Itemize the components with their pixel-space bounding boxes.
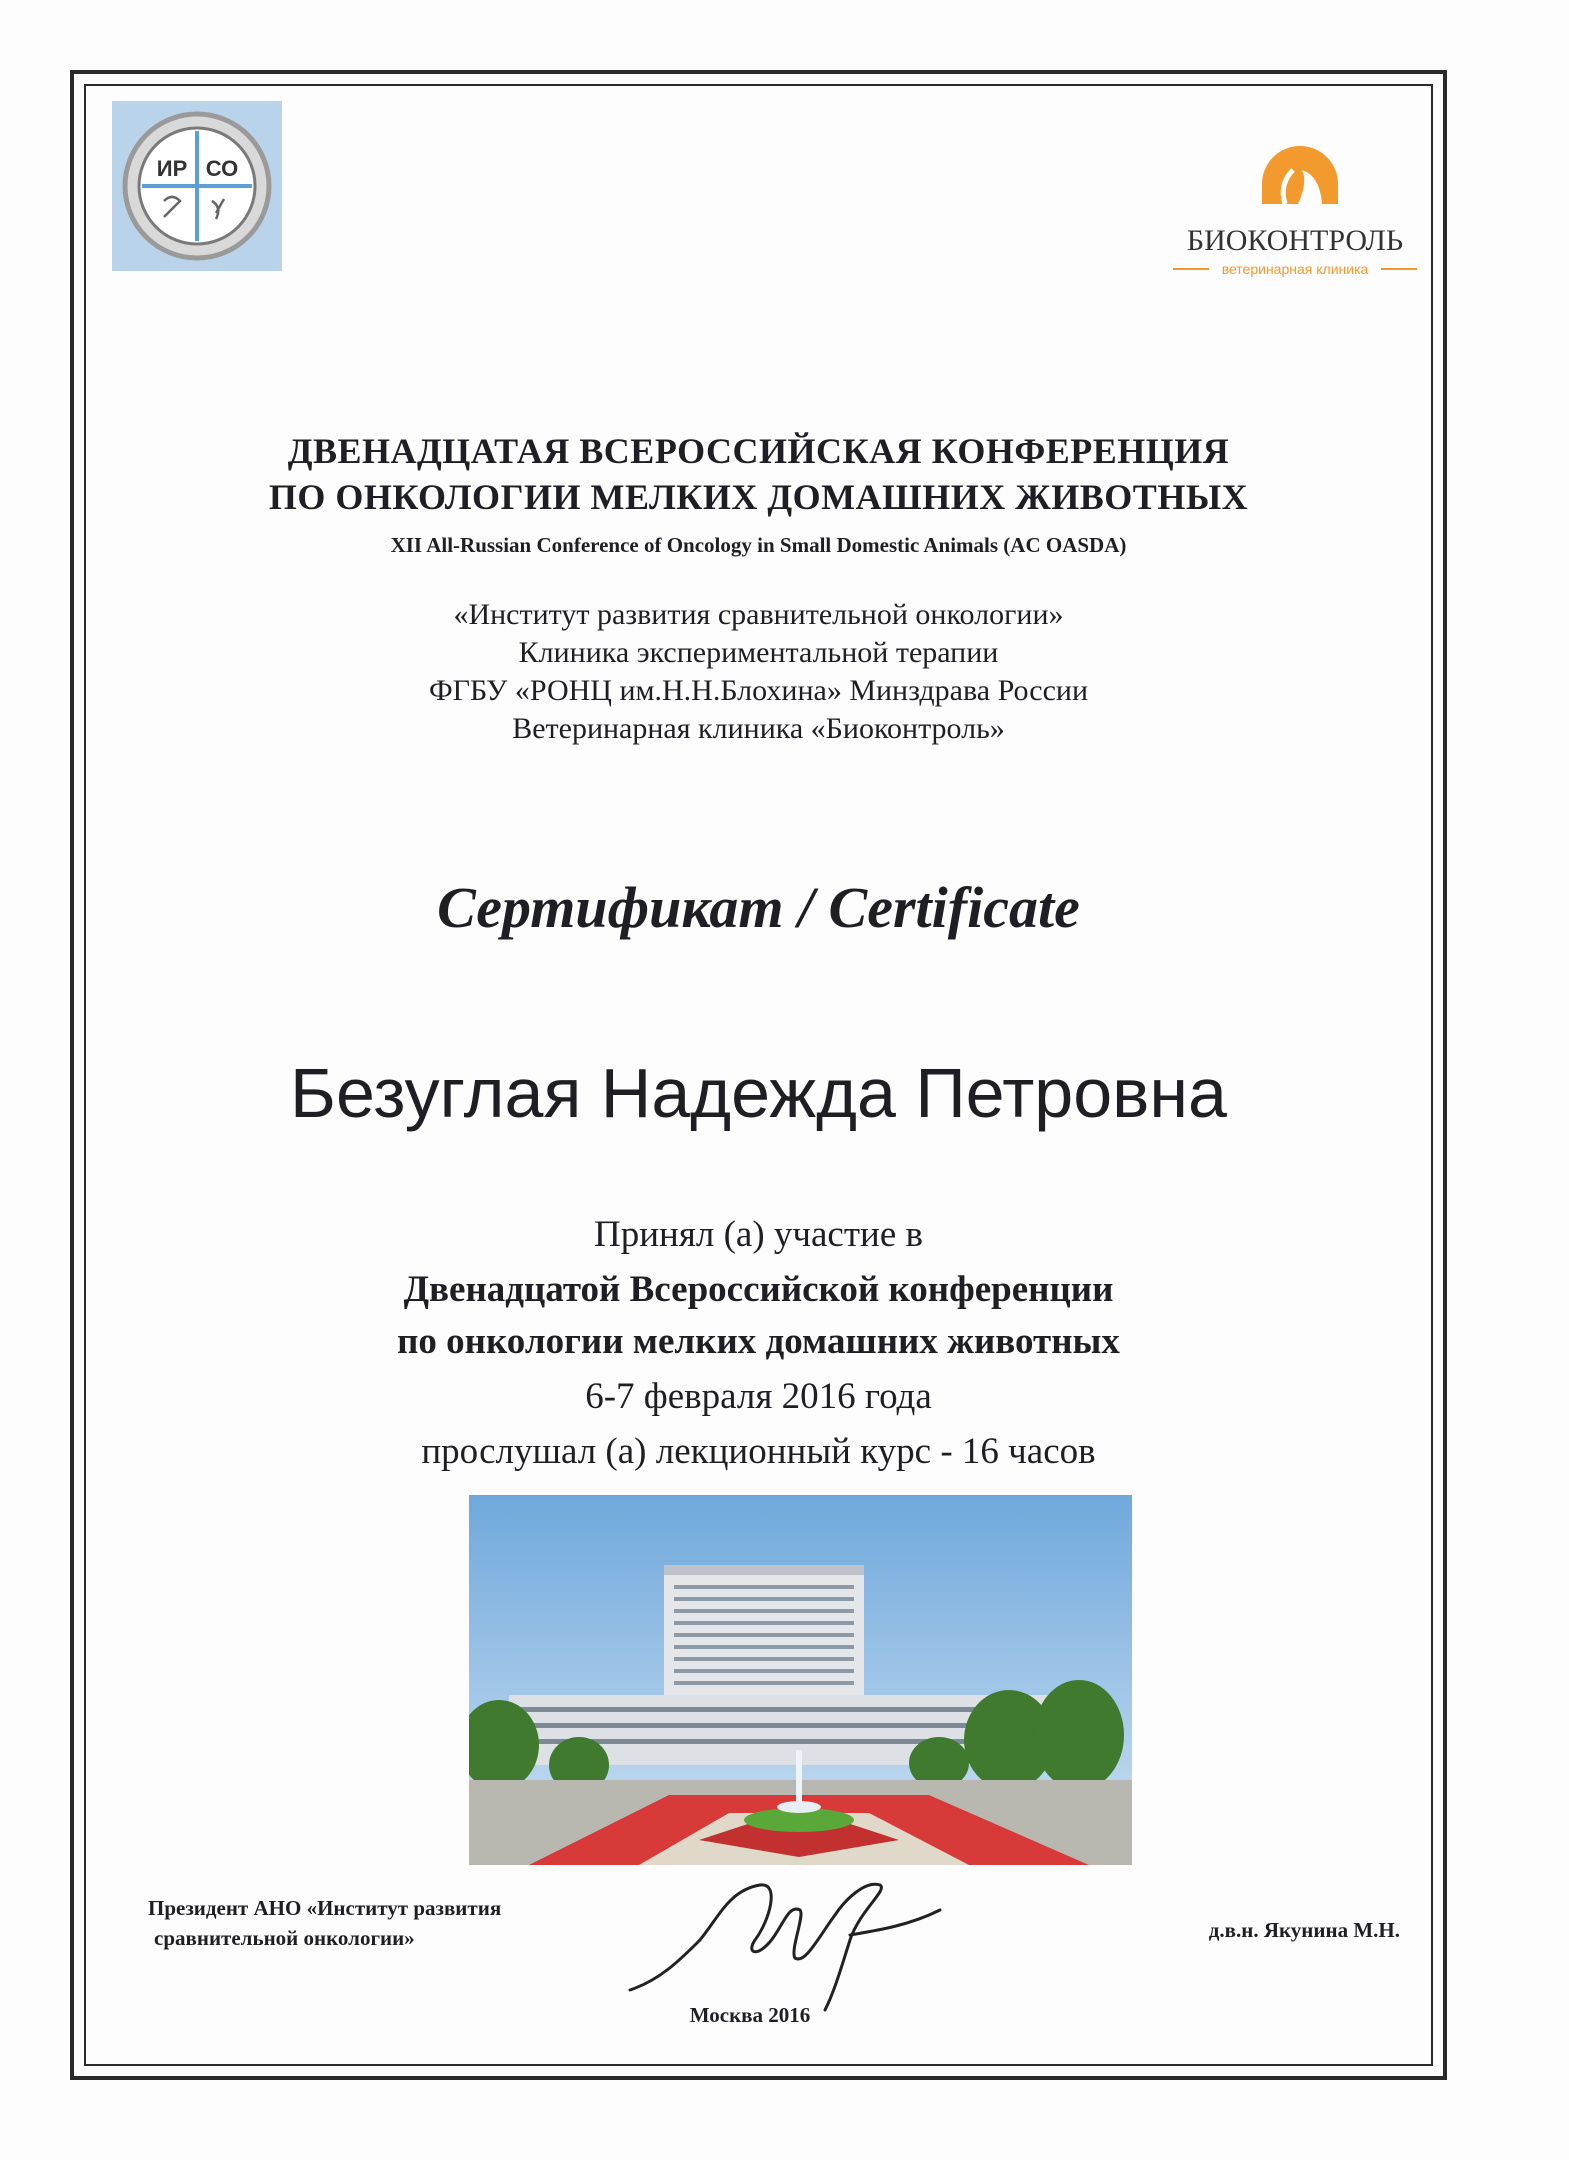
biokontrol-name: БИОКОНТРОЛЬ: [1186, 224, 1404, 257]
certificate-title: Сертификат / Certificate: [437, 875, 1080, 940]
president-title-line1: Президент АНО «Институт развития: [148, 1896, 502, 1920]
president-title-line2: сравнительной онкологии»: [154, 1926, 415, 1950]
building-photo: [469, 1495, 1132, 1865]
organizer-line: Клиника экспериментальной терапии: [518, 636, 999, 669]
course-hours: прослушал (а) лекционный курс - 16 часов: [421, 1431, 1096, 1472]
conference-name-line1: Двенадцатой Всероссийской конференции: [403, 1269, 1114, 1310]
participation-line: Принял (а) участие в: [594, 1214, 923, 1255]
conference-name-line2: по онкологии мелких домашних животных: [397, 1321, 1120, 1362]
biokontrol-logo: [1165, 118, 1425, 288]
conference-title-line1: ДВЕНАДЦАТАЯ ВСЕРОССИЙСКАЯ КОНФЕРЕНЦИЯ: [287, 431, 1230, 471]
recipient-name: Безуглая Надежда Петровна: [290, 1054, 1227, 1132]
signatory-name: д.в.н. Якунина М.Н.: [1208, 1918, 1400, 1942]
irso-logo: [112, 101, 282, 271]
conference-subtitle-en: XII All-Russian Conference of Oncology in Small Domestic Animals (AC OASDA): [390, 533, 1127, 557]
irso-logo-left-text: ИР: [156, 156, 188, 181]
irso-logo-right-text: СО: [205, 156, 239, 181]
organizer-line: ФГБУ «РОНЦ им.Н.Н.Блохина» Минздрава России: [428, 674, 1089, 707]
biokontrol-tagline: ветеринарная клиника: [1221, 261, 1369, 277]
conference-title-line2: ПО ОНКОЛОГИИ МЕЛКИХ ДОМАШНИХ ЖИВОТНЫХ: [268, 477, 1249, 517]
handwritten-signature: [620, 1840, 960, 2020]
conference-dates: 6-7 февраля 2016 года: [585, 1376, 932, 1417]
place-and-year: Москва 2016: [689, 2003, 811, 2027]
organizer-line: «Институт развития сравнительной онкологии»: [453, 598, 1064, 631]
president-title: [148, 1893, 628, 1953]
organizer-line: Ветеринарная клиника «Биоконтроль»: [512, 712, 1005, 745]
